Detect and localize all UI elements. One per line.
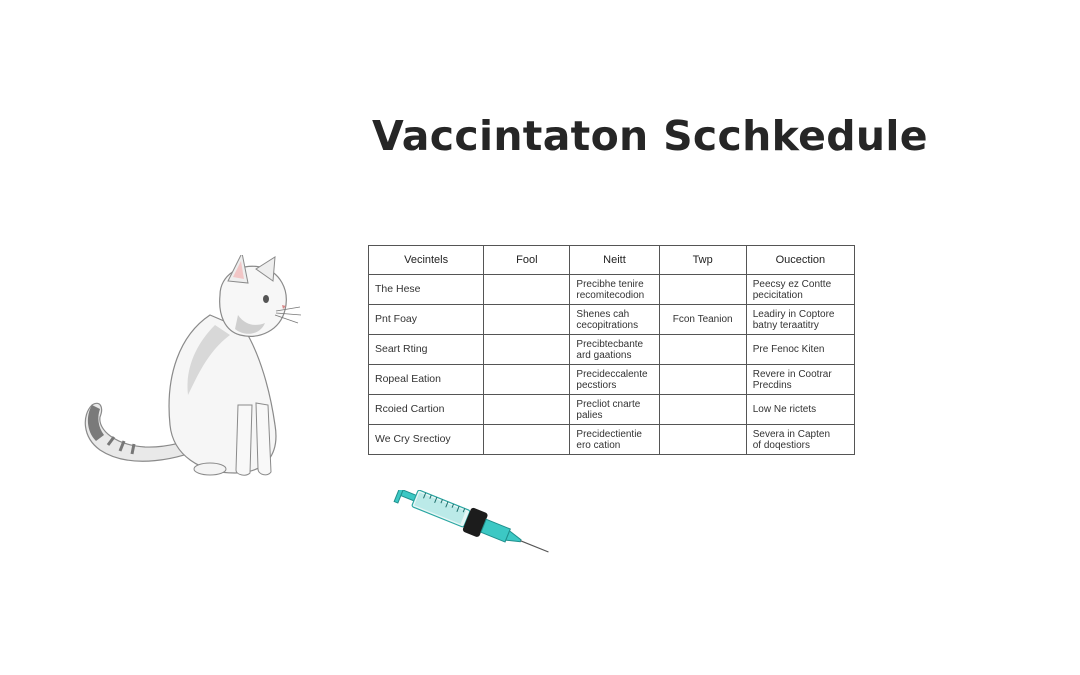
table-row	[369, 305, 855, 335]
kitten-icon	[70, 255, 320, 485]
table-cell: Ropeal Eation	[369, 365, 484, 395]
table-cell: Precideccalente pecstiors	[570, 365, 659, 395]
table-row	[369, 335, 855, 365]
table-cell: Revere in Cootrar Precdins	[746, 365, 854, 395]
table-cell: Precibhe tenire recomitecodion	[570, 275, 659, 305]
table-header-row	[369, 246, 855, 275]
table-row	[369, 365, 855, 395]
table-cell: Leadiry in Coptore batny teraatitry	[746, 305, 854, 335]
column-header: Neitt	[570, 246, 659, 275]
table-cell	[659, 275, 746, 305]
table-cell: Fcon Teanion	[659, 305, 746, 335]
table-cell	[484, 425, 570, 455]
table-cell	[659, 365, 746, 395]
vaccination-schedule-table	[368, 245, 855, 455]
table-cell: Low Ne rictets	[746, 395, 854, 425]
table-cell: Precliot cnarte palies	[570, 395, 659, 425]
table-cell: The Hese	[369, 275, 484, 305]
table-cell: Pnt Foay	[369, 305, 484, 335]
page-title: Vaccintaton Scchkedule	[372, 112, 928, 160]
table-cell	[659, 395, 746, 425]
table-cell: Shenes cah cecopitrations	[570, 305, 659, 335]
table-cell: Precibtecbante ard gaations	[570, 335, 659, 365]
table-cell	[484, 365, 570, 395]
table-cell: Rcoied Cartion	[369, 395, 484, 425]
table-cell: Severa in Capten of doqestiors	[746, 425, 854, 455]
column-header: Fool	[484, 246, 570, 275]
column-header: Oucection	[746, 246, 854, 275]
table-row	[369, 425, 855, 455]
table-cell: Precidectientie ero cation	[570, 425, 659, 455]
table-row	[369, 275, 855, 305]
table-cell	[484, 395, 570, 425]
table-cell: Peecsy ez Contte pecicitation	[746, 275, 854, 305]
table-cell	[659, 335, 746, 365]
table-cell: We Cry Srectioy	[369, 425, 484, 455]
table-cell	[484, 335, 570, 365]
column-header: Twp	[659, 246, 746, 275]
table-row	[369, 395, 855, 425]
table-cell	[659, 425, 746, 455]
column-header: Vecintels	[369, 246, 484, 275]
syringe-icon	[385, 490, 555, 570]
table-cell: Seart Rting	[369, 335, 484, 365]
table-cell: Pre Fenoc Kiten	[746, 335, 854, 365]
table-cell	[484, 275, 570, 305]
table-cell	[484, 305, 570, 335]
